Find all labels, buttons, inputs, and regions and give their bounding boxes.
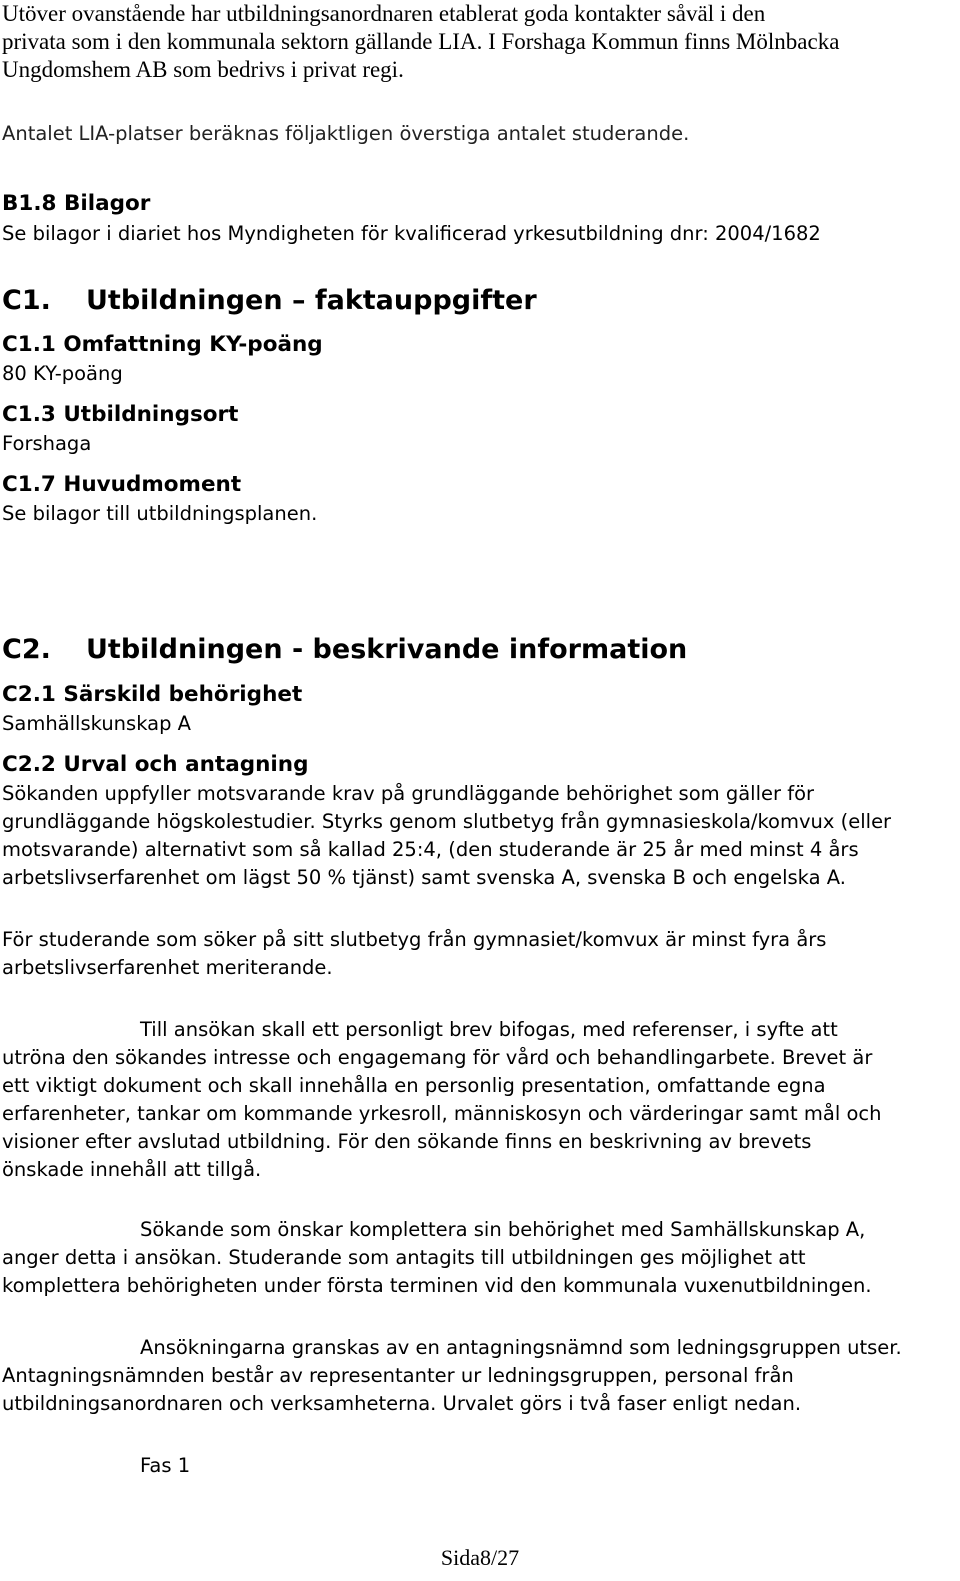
- para4-line-3: komplettera behörigheten under första terminen vid den kommunala vuxenutbildningen.: [2, 1274, 872, 1297]
- c13-heading: C1.3 Utbildningsort: [2, 402, 239, 427]
- para3-line-6: önskade innehåll att tillgå.: [2, 1158, 262, 1181]
- para3-line-2: utröna den sökandes intresse och engagemang för vård och behandlingarbete. Brevet är: [2, 1046, 873, 1069]
- c17-heading: C1.7 Huvudmoment: [2, 472, 242, 497]
- c21-heading: C2.1 Särskild behörighet: [2, 682, 303, 707]
- c22-line-3: motsvarande) alternativt som så kallad 25:4, (den studerande är 25 år med minst 4 års: [2, 838, 859, 861]
- c22-line-1: Sökanden uppfyller motsvarande krav på grundläggande behörighet som gäller för: [2, 782, 815, 805]
- para4-line-1: Sökande som önskar komplettera sin behörighet med Samhällskunskap A,: [140, 1218, 866, 1241]
- b18-heading: B1.8 Bilagor: [2, 191, 151, 216]
- c2-title: Utbildningen - beskrivande information: [86, 634, 688, 665]
- page-number: Sida8/27: [440, 1545, 520, 1570]
- para5-line-3: utbildningsanordnaren och verksamheterna. Urvalet görs i två faser enligt nedan.: [2, 1392, 802, 1415]
- c22-line-4: arbetslivserfarenhet om lägst 50 % tjänst) samt svenska A, svenska B och engelska A.: [2, 866, 846, 889]
- para2-line-1: För studerande som söker på sitt slutbetyg från gymnasiet/komvux är minst fyra års: [2, 928, 827, 951]
- para3-line-3: ett viktigt dokument och skall innehålla en personlig presentation, omfattande egna: [2, 1074, 826, 1097]
- c13-text: Forshaga: [2, 432, 92, 455]
- b18-text: Se bilagor i diariet hos Myndigheten för kvalificerad yrkesutbildning dnr: 2004/1682: [2, 222, 821, 245]
- c1-number: C1.: [2, 285, 51, 316]
- para3-line-1: Till ansökan skall ett personligt brev bifogas, med referenser, i syfte att: [140, 1018, 838, 1041]
- c21-text: Samhällskunskap A: [2, 712, 192, 735]
- intro-line-3: Ungdomshem AB som bedrivs i privat regi.: [2, 57, 404, 82]
- para4-line-2: anger detta i ansökan. Studerande som antagits till utbildningen ges möjlighet att: [2, 1246, 806, 1269]
- c2-section-heading: [2, 633, 687, 667]
- c11-heading: C1.1 Omfattning KY-poäng: [2, 332, 323, 357]
- intro-line-2: privata som i den kommunala sektorn gällande LIA. I Forshaga Kommun finns Mölnbacka: [2, 29, 840, 54]
- c17-text: Se bilagor till utbildningsplanen.: [2, 502, 318, 525]
- c22-line-2: grundläggande högskolestudier. Styrks genom slutbetyg från gymnasieskola/komvux (eller: [2, 810, 892, 833]
- para2-line-2: arbetslivserfarenhet meriterande.: [2, 956, 333, 979]
- c2-number: C2.: [2, 634, 51, 665]
- c11-text: 80 KY-poäng: [2, 362, 123, 385]
- c1-section-heading: [2, 284, 537, 318]
- para3-line-5: visioner efter avslutad utbildning. För den sökande finns en beskrivning av brevets: [2, 1130, 812, 1153]
- para3-line-4: erfarenheter, tankar om kommande yrkesroll, människosyn och värderingar samt mål och: [2, 1102, 882, 1125]
- para5-line-1: Ansökningarna granskas av en antagningsnämnd som ledningsgruppen utser.: [140, 1336, 902, 1359]
- lia-count-text: Antalet LIA-platser beräknas följaktligen överstiga antalet studerande.: [2, 122, 690, 145]
- c1-title: Utbildningen – faktauppgifter: [86, 285, 537, 316]
- c22-heading: C2.2 Urval och antagning: [2, 752, 309, 777]
- intro-line-1: Utöver ovanstående har utbildningsanordnaren etablerat goda kontakter såväl i den: [2, 1, 766, 26]
- para5-line-2: Antagningsnämnden består av representanter ur ledningsgruppen, personal från: [2, 1364, 794, 1387]
- fas1-label: Fas 1: [140, 1454, 191, 1477]
